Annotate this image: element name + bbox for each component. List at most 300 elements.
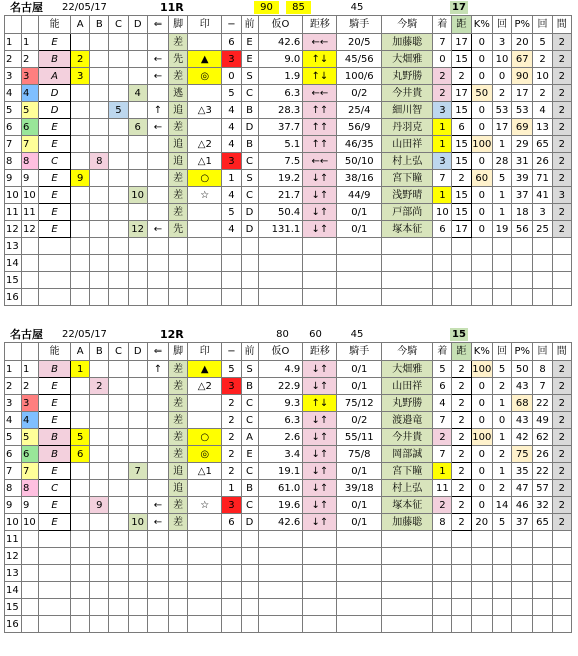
- race-12r-block: [4, 327, 572, 633]
- cell-distance: 2: [452, 378, 471, 395]
- cell-kyori-move: ←←: [303, 34, 337, 51]
- cell-arrow: [147, 463, 168, 480]
- table-row: [5, 153, 572, 170]
- cell-prev: C: [241, 85, 258, 102]
- cell-rank-a: [71, 497, 90, 514]
- cell-row-no: 15: [5, 272, 22, 289]
- table-row: [5, 378, 572, 395]
- column-header-style: 脚: [169, 343, 188, 361]
- cell-arrow: ↑: [147, 102, 168, 119]
- cell-interval: [552, 565, 571, 582]
- cell-kari-odds: 9.0: [258, 51, 303, 68]
- cell-style: 差: [169, 446, 188, 463]
- cell-interval: [552, 255, 571, 272]
- cell-jockey: 岡部誠: [382, 446, 433, 463]
- cell-jockey-stat: 44/9: [337, 187, 382, 204]
- cell-style: 差: [169, 412, 188, 429]
- cell-minus: [222, 255, 241, 272]
- cell-p-pct: [512, 582, 533, 599]
- cell-interval: 2: [552, 119, 571, 136]
- cell-ability: E: [39, 463, 71, 480]
- cell-ability: B: [39, 446, 71, 463]
- column-header-rank-d: D: [128, 16, 147, 34]
- table-row: [5, 119, 572, 136]
- cell-rank-b: [90, 582, 109, 599]
- cell-rank-b: [90, 463, 109, 480]
- cell-row-no: 12: [5, 221, 22, 238]
- cell-kari-odds: 3.4: [258, 446, 303, 463]
- cell-minus: 2: [222, 429, 241, 446]
- column-header-jockey: 今騎: [382, 16, 433, 34]
- cell-rank-b: [90, 412, 109, 429]
- cell-k-pct: [471, 272, 492, 289]
- cell-k-pct: 60: [471, 170, 492, 187]
- cell-gate-no: 7: [22, 463, 39, 480]
- cell-kai2: 5: [533, 34, 552, 51]
- column-header-row-no: [5, 343, 22, 361]
- cell-prev: S: [241, 361, 258, 378]
- cell-kai: 2: [492, 446, 511, 463]
- column-header-kai: 回: [492, 16, 511, 34]
- cell-gate-no: 10: [22, 514, 39, 531]
- cell-ability: C: [39, 153, 71, 170]
- cell-rank-c: [109, 136, 128, 153]
- cell-jockey: [382, 255, 433, 272]
- cell-ability: [39, 548, 71, 565]
- cell-interval: 2: [552, 136, 571, 153]
- cell-kyori-move: ↓↑: [303, 463, 337, 480]
- cell-rank-c: [109, 395, 128, 412]
- cell-minus: 1: [222, 170, 241, 187]
- cell-minus: 3: [222, 51, 241, 68]
- cell-gate-no: 3: [22, 395, 39, 412]
- cell-k-pct: 0: [471, 221, 492, 238]
- cell-kai: [492, 255, 511, 272]
- cell-rank-a: [71, 272, 90, 289]
- race-date: 22/05/17: [62, 329, 107, 340]
- column-header-arrow: ⇐: [147, 343, 168, 361]
- cell-kari-odds: 28.3: [258, 102, 303, 119]
- table-row: [5, 238, 572, 255]
- cell-gate-no: [22, 255, 39, 272]
- cell-distance: [452, 599, 471, 616]
- table-row: [5, 480, 572, 497]
- cell-distance: 2: [452, 361, 471, 378]
- cell-minus: 5: [222, 85, 241, 102]
- cell-prev: [241, 599, 258, 616]
- cell-ability: [39, 531, 71, 548]
- cell-ability: [39, 616, 71, 633]
- cell-kari-odds: 4.9: [258, 361, 303, 378]
- cell-kyori-move: [303, 616, 337, 633]
- cell-mark: [188, 34, 222, 51]
- cell-minus: 2: [222, 463, 241, 480]
- cell-rank-d: [128, 51, 147, 68]
- cell-style: [169, 616, 188, 633]
- cell-jockey: 山田祥: [382, 378, 433, 395]
- kishu-header-value: 45: [350, 2, 364, 13]
- table-row: [5, 187, 572, 204]
- cell-style: 逃: [169, 85, 188, 102]
- cell-gate-no: 9: [22, 170, 39, 187]
- cell-interval: 2: [552, 497, 571, 514]
- cell-arrow: [147, 599, 168, 616]
- cell-kai: 1: [492, 136, 511, 153]
- table-row: [5, 255, 572, 272]
- cell-rank-b: [90, 221, 109, 238]
- cell-kai2: 71: [533, 170, 552, 187]
- cell-jockey-stat: [337, 565, 382, 582]
- table-header-row: [5, 343, 572, 361]
- cell-rank-d: [128, 136, 147, 153]
- cell-ability: [39, 582, 71, 599]
- cell-style: 差: [169, 119, 188, 136]
- cell-rank-d: [128, 272, 147, 289]
- cell-gate-no: [22, 272, 39, 289]
- column-header-rank-b: B: [90, 16, 109, 34]
- cell-minus: [222, 565, 241, 582]
- cell-ability: A: [39, 68, 71, 85]
- cell-rank-d: [128, 497, 147, 514]
- cell-distance: 17: [452, 34, 471, 51]
- cell-finish: [433, 289, 452, 306]
- cell-ability: E: [39, 187, 71, 204]
- cell-p-pct: [512, 238, 533, 255]
- cell-row-no: 14: [5, 255, 22, 272]
- cell-kari-odds: [258, 272, 303, 289]
- cell-kyori-move: ↑↑: [303, 119, 337, 136]
- cell-finish: 1: [433, 136, 452, 153]
- cell-rank-b: 2: [90, 378, 109, 395]
- column-header-rank-a: A: [71, 16, 90, 34]
- cell-ability: D: [39, 85, 71, 102]
- cell-prev: [241, 565, 258, 582]
- cell-rank-a: 9: [71, 170, 90, 187]
- table-header-row: [5, 16, 572, 34]
- column-header-rank-d: D: [128, 343, 147, 361]
- cell-kari-odds: 50.4: [258, 204, 303, 221]
- cell-kai: [492, 531, 511, 548]
- cell-rank-b: [90, 599, 109, 616]
- cell-rank-c: [109, 514, 128, 531]
- cell-kari-odds: 6.3: [258, 85, 303, 102]
- cell-finish: [433, 565, 452, 582]
- cell-style: 差: [169, 361, 188, 378]
- cell-mark: [188, 616, 222, 633]
- cell-jockey-stat: 20/5: [337, 34, 382, 51]
- table-row: [5, 221, 572, 238]
- cell-prev: C: [241, 497, 258, 514]
- cell-jockey-stat: 39/18: [337, 480, 382, 497]
- table-row: [5, 51, 572, 68]
- cell-arrow: [147, 480, 168, 497]
- cell-arrow: [147, 170, 168, 187]
- cell-mark: [188, 548, 222, 565]
- table-row: [5, 34, 572, 51]
- race-11r-block: [4, 0, 572, 306]
- cell-rank-d: [128, 395, 147, 412]
- cell-p-pct: [512, 565, 533, 582]
- cell-rank-c: [109, 238, 128, 255]
- cell-jockey: 浅野晴: [382, 187, 433, 204]
- cell-finish: 3: [433, 102, 452, 119]
- cell-rank-b: 8: [90, 153, 109, 170]
- cell-mark: [188, 221, 222, 238]
- cell-kyori-move: ←←: [303, 153, 337, 170]
- cell-rank-c: [109, 582, 128, 599]
- cell-arrow: [147, 616, 168, 633]
- cell-prev: B: [241, 136, 258, 153]
- cell-kai2: 65: [533, 136, 552, 153]
- cell-jockey: 丸野勝: [382, 68, 433, 85]
- cell-mark: [188, 272, 222, 289]
- cell-rank-b: [90, 361, 109, 378]
- cell-row-no: 3: [5, 68, 22, 85]
- cell-rank-a: [71, 85, 90, 102]
- cell-style: 差: [169, 497, 188, 514]
- cell-rank-c: [109, 153, 128, 170]
- cell-style: 差: [169, 187, 188, 204]
- cell-arrow: [147, 136, 168, 153]
- cell-prev: [241, 255, 258, 272]
- cell-kai: [492, 599, 511, 616]
- track-name: 名古屋: [10, 1, 43, 14]
- table-row: [5, 289, 572, 306]
- cell-style: [169, 582, 188, 599]
- cell-interval: 2: [552, 68, 571, 85]
- cell-gate-no: 9: [22, 497, 39, 514]
- cell-p-pct: 37: [512, 514, 533, 531]
- cell-gate-no: [22, 289, 39, 306]
- cell-finish: 3: [433, 153, 452, 170]
- cell-kari-odds: [258, 616, 303, 633]
- cell-p-pct: 29: [512, 136, 533, 153]
- cell-gate-no: 8: [22, 153, 39, 170]
- cell-kai: 1: [492, 429, 511, 446]
- cell-kari-odds: [258, 531, 303, 548]
- cell-k-pct: [471, 548, 492, 565]
- cell-p-pct: 50: [512, 361, 533, 378]
- table-row: [5, 463, 572, 480]
- kari-header-value: 80: [276, 329, 289, 340]
- column-header-rank-c: C: [109, 343, 128, 361]
- cell-jockey: 山田祥: [382, 136, 433, 153]
- cell-prev: B: [241, 102, 258, 119]
- cell-arrow: [147, 187, 168, 204]
- cell-kyori-move: ↓↑: [303, 170, 337, 187]
- cell-rank-a: [71, 531, 90, 548]
- cell-distance: 2: [452, 170, 471, 187]
- cell-prev: [241, 238, 258, 255]
- cell-kai2: 10: [533, 68, 552, 85]
- cell-rank-d: [128, 480, 147, 497]
- kyori-header-value: 60: [309, 329, 322, 340]
- cell-p-pct: 39: [512, 170, 533, 187]
- table-row: [5, 599, 572, 616]
- cell-kai: 5: [492, 170, 511, 187]
- cell-jockey-stat: [337, 599, 382, 616]
- cell-row-no: 12: [5, 548, 22, 565]
- column-header-prev: 前: [241, 16, 258, 34]
- cell-k-pct: 20: [471, 514, 492, 531]
- cell-p-pct: [512, 548, 533, 565]
- cell-rank-b: [90, 255, 109, 272]
- cell-kyori-move: ↑↓: [303, 395, 337, 412]
- cell-prev: S: [241, 68, 258, 85]
- cell-rank-a: [71, 480, 90, 497]
- column-header-k-pct: K%: [471, 343, 492, 361]
- cell-interval: [552, 599, 571, 616]
- table-row: [5, 429, 572, 446]
- cell-arrow: [147, 446, 168, 463]
- cell-k-pct: [471, 565, 492, 582]
- column-header-prev: 前: [241, 343, 258, 361]
- cell-style: 差: [169, 514, 188, 531]
- cell-interval: 2: [552, 514, 571, 531]
- cell-arrow: [147, 378, 168, 395]
- column-header-minus: −: [222, 16, 241, 34]
- cell-ability: E: [39, 514, 71, 531]
- cell-rank-c: [109, 463, 128, 480]
- column-header-interval: 間: [552, 16, 571, 34]
- cell-kai: [492, 548, 511, 565]
- cell-kyori-move: [303, 289, 337, 306]
- cell-rank-a: [71, 119, 90, 136]
- cell-finish: 0: [433, 51, 452, 68]
- kyori-header-value: 85: [286, 1, 311, 14]
- cell-rank-d: 7: [128, 463, 147, 480]
- cell-distance: 2: [452, 412, 471, 429]
- cell-distance: 17: [452, 85, 471, 102]
- cell-finish: 6: [433, 221, 452, 238]
- cell-rank-c: [109, 429, 128, 446]
- cell-distance: 2: [452, 446, 471, 463]
- cell-interval: 2: [552, 429, 571, 446]
- cell-mark: [188, 85, 222, 102]
- cell-p-pct: 69: [512, 119, 533, 136]
- column-header-kyori-move: 距移: [303, 343, 337, 361]
- cell-p-pct: [512, 531, 533, 548]
- cell-interval: 2: [552, 170, 571, 187]
- cell-rank-b: [90, 187, 109, 204]
- cell-row-no: 9: [5, 497, 22, 514]
- cell-arrow: [147, 238, 168, 255]
- cell-ability: E: [39, 378, 71, 395]
- cell-jockey: [382, 616, 433, 633]
- cell-rank-c: [109, 187, 128, 204]
- cell-ability: E: [39, 221, 71, 238]
- table-row: [5, 136, 572, 153]
- cell-ability: E: [39, 497, 71, 514]
- table-row: [5, 514, 572, 531]
- cell-rank-d: [128, 548, 147, 565]
- cell-prev: [241, 272, 258, 289]
- cell-k-pct: 0: [471, 51, 492, 68]
- table-row: [5, 446, 572, 463]
- cell-prev: D: [241, 204, 258, 221]
- cell-style: 差: [169, 34, 188, 51]
- column-header-arrow: ⇐: [147, 16, 168, 34]
- cell-jockey-stat: 38/16: [337, 170, 382, 187]
- cell-ability: [39, 599, 71, 616]
- cell-prev: C: [241, 395, 258, 412]
- cell-jockey-stat: 45/56: [337, 51, 382, 68]
- cell-minus: [222, 616, 241, 633]
- cell-interval: [552, 531, 571, 548]
- race-12r-table: [4, 342, 572, 633]
- cell-mark: [188, 480, 222, 497]
- cell-kai: 5: [492, 361, 511, 378]
- cell-rank-a: [71, 102, 90, 119]
- cell-kyori-move: ↓↑: [303, 378, 337, 395]
- cell-style: 追: [169, 463, 188, 480]
- cell-rank-d: [128, 68, 147, 85]
- cell-minus: 4: [222, 119, 241, 136]
- cell-style: 差: [169, 170, 188, 187]
- cell-distance: 2: [452, 514, 471, 531]
- cell-distance: [452, 582, 471, 599]
- cell-kai: 1: [492, 204, 511, 221]
- cell-gate-no: [22, 599, 39, 616]
- cell-ability: [39, 255, 71, 272]
- cell-mark: △2: [188, 136, 222, 153]
- cell-minus: 6: [222, 34, 241, 51]
- cell-kai2: [533, 238, 552, 255]
- cell-jockey: [382, 599, 433, 616]
- cell-rank-b: [90, 565, 109, 582]
- column-header-gate-no: [22, 343, 39, 361]
- cell-interval: 2: [552, 412, 571, 429]
- cell-minus: [222, 272, 241, 289]
- cell-finish: [433, 548, 452, 565]
- cell-arrow: [147, 395, 168, 412]
- cell-kai: 1: [492, 395, 511, 412]
- cell-rank-d: [128, 361, 147, 378]
- cell-rank-b: [90, 238, 109, 255]
- cell-arrow: ←: [147, 51, 168, 68]
- cell-arrow: [147, 548, 168, 565]
- column-header-rank-a: A: [71, 343, 90, 361]
- column-header-kai2: 回: [533, 16, 552, 34]
- cell-kari-odds: 22.9: [258, 378, 303, 395]
- cell-finish: 1: [433, 463, 452, 480]
- cell-row-no: 15: [5, 599, 22, 616]
- cell-minus: 4: [222, 221, 241, 238]
- cell-kyori-move: ↓↑: [303, 187, 337, 204]
- cell-mark: [188, 204, 222, 221]
- cell-finish: [433, 238, 452, 255]
- cell-style: 差: [169, 395, 188, 412]
- cell-rank-a: [71, 565, 90, 582]
- table-row: [5, 361, 572, 378]
- cell-kai: 2: [492, 85, 511, 102]
- cell-finish: 6: [433, 378, 452, 395]
- cell-jockey-stat: 55/11: [337, 429, 382, 446]
- cell-arrow: ←: [147, 68, 168, 85]
- cell-rank-d: [128, 34, 147, 51]
- cell-prev: E: [241, 446, 258, 463]
- cell-ability: E: [39, 34, 71, 51]
- cell-jockey-stat: 75/12: [337, 395, 382, 412]
- cell-rank-d: [128, 599, 147, 616]
- cell-minus: 4: [222, 187, 241, 204]
- cell-prev: S: [241, 170, 258, 187]
- cell-finish: 4: [433, 395, 452, 412]
- table-row: [5, 531, 572, 548]
- cell-kai2: [533, 272, 552, 289]
- cell-mark: [188, 514, 222, 531]
- cell-rank-c: [109, 221, 128, 238]
